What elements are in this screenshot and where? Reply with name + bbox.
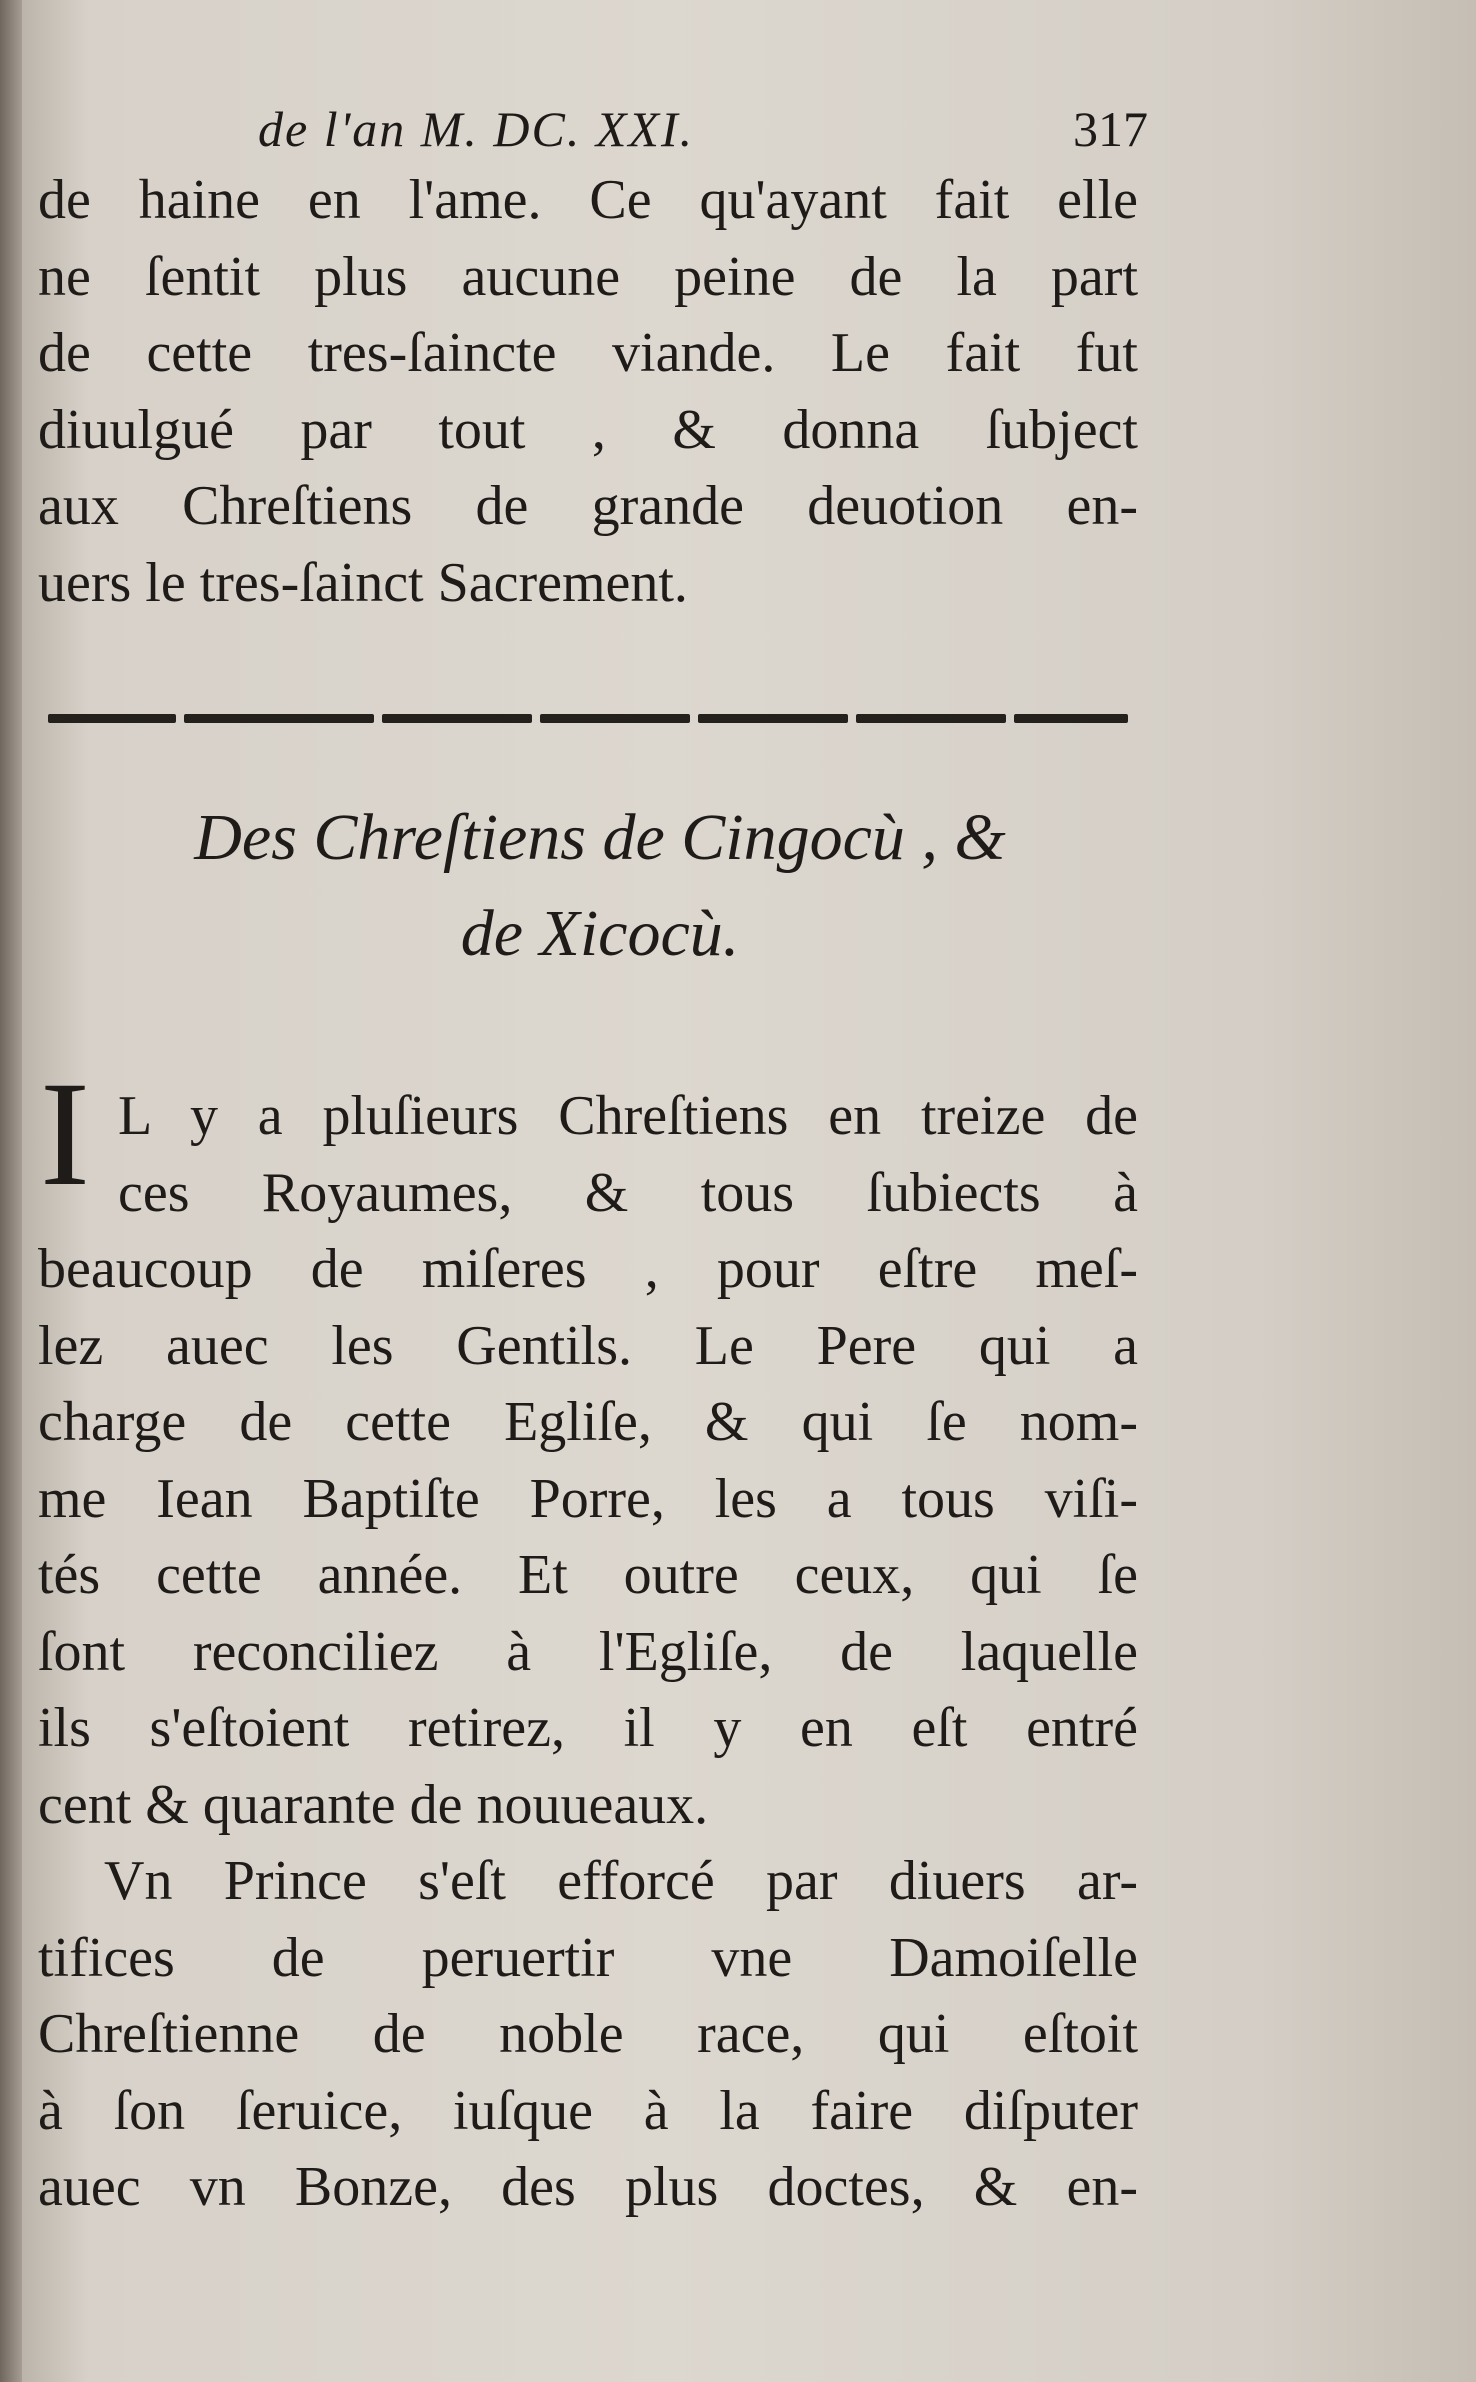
section-divider-rule [48,714,1128,726]
running-head-title: de l'an M. DC. XXI. [258,101,695,157]
text-line: uers le tres-ſainct Sacrement. [38,551,688,614]
text-line: ils s'eſtoient retirez, il y en eſt entré [38,1697,1138,1759]
text-line: Vn Prince s'eſt efforcé par diuers ar- [104,1850,1138,1912]
text-block-chapter [38,1051,1138,2226]
text-line: auec vn Bonze, des plus doctes, & en- [38,2156,1138,2218]
text-line: de cette tres-ſaincte viande. Le fait fut [38,322,1138,384]
text-line: me Iean Baptiſte Porre, les a tous viſi- [38,1467,1138,1530]
text-line: charge de cette Egliſe, & qui ſe nom- [38,1391,1138,1453]
text-line: L y a pluſieurs Chreſtiens en treize de [118,1085,1138,1147]
text-line: aux Chreſtiens de grande deuotion en- [38,475,1138,537]
text-line: tés cette année. Et outre ceux, qui ſe [38,1544,1138,1606]
text-line: à ſon ſeruice, iuſque à la faire diſputer [38,2079,1138,2142]
text-line: beaucoup de miſeres , pour eſtre meſ- [38,1238,1138,1300]
page-number: 317 [1073,101,1148,157]
chapter-heading-line: de Xicocù. [460,897,740,970]
text-line: tifices de peruertir vne Damoiſelle [38,1926,1138,1989]
text-block-continuation [38,162,1138,621]
chapter-heading-line: Des Chreſtiens de Cingocù , & [194,801,1006,874]
text-line: Chreſtienne de noble race, qui eſtoit [38,2003,1138,2065]
text-line: diuulgué par tout , & donna ſubject [38,398,1138,461]
text-line: cent & quarante de nouueaux. [38,1773,709,1836]
text-line: de haine en l'ame. Ce qu'ayant fait elle [38,169,1138,231]
text-line: ne ſentit plus aucune peine de la part [38,245,1138,308]
chapter-heading [60,790,1140,982]
drop-cap: I [40,1051,90,1217]
text-line: ſont reconciliez à l'Egliſe, de laquelle [38,1620,1138,1683]
text-line: lez auec les Gentils. Le Pere qui a [38,1314,1138,1377]
text-line: ces Royaumes, & tous ſubiects à [118,1161,1138,1224]
page-gutter [0,0,22,2382]
running-head [48,100,1148,170]
